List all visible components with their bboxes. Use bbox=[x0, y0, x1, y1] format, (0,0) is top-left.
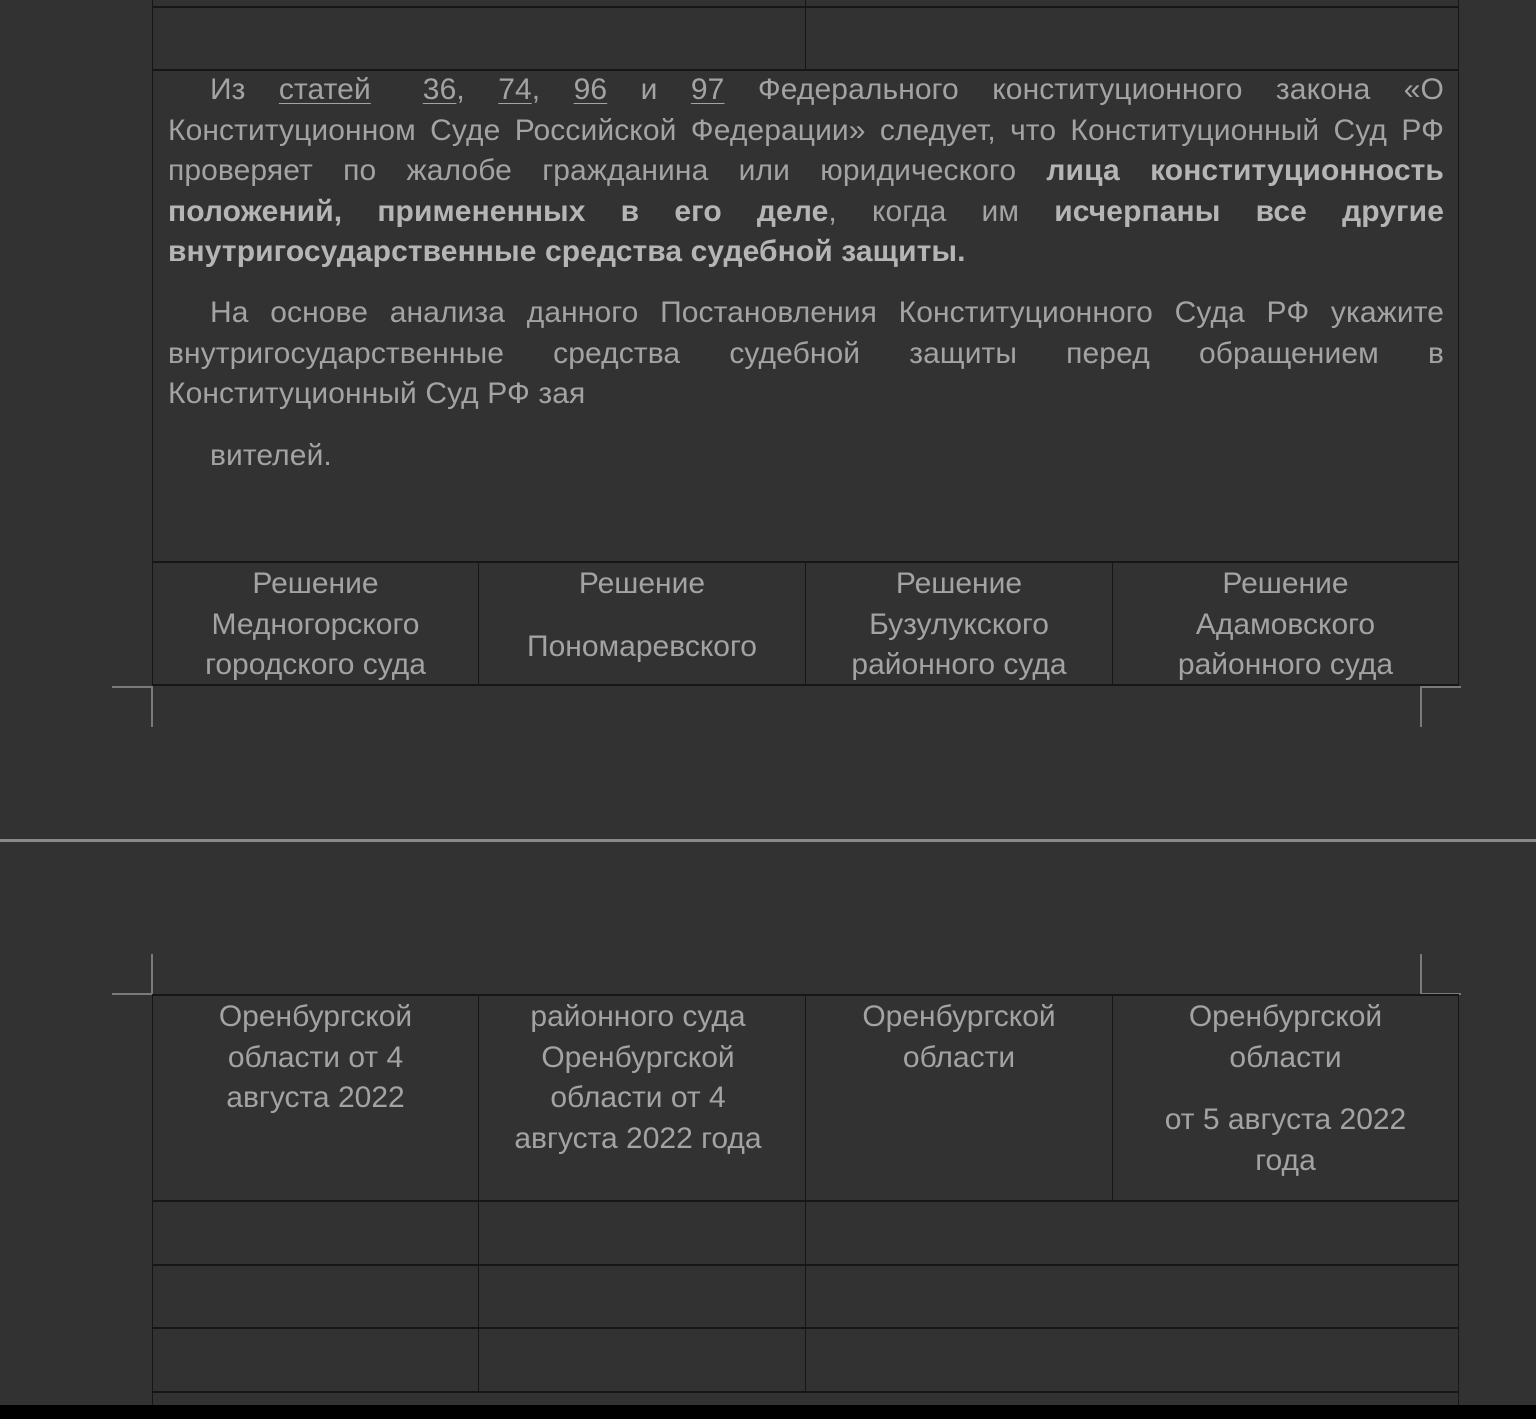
crop-mark bbox=[1420, 686, 1461, 688]
text: и bbox=[607, 73, 691, 106]
link-articles[interactable]: статей bbox=[278, 73, 371, 106]
paragraph-task bbox=[168, 293, 1444, 415]
table-header-cell-ponomarevka[interactable] bbox=[479, 562, 805, 667]
crop-mark bbox=[1420, 686, 1422, 727]
crop-mark bbox=[1420, 954, 1422, 995]
cell-text: Оренбургской bbox=[862, 1000, 1056, 1033]
link-article-36[interactable]: 36 bbox=[422, 73, 457, 106]
cell-text: от 5 августа 2022 bbox=[1164, 1103, 1407, 1136]
cell-text: Решение bbox=[1222, 567, 1349, 600]
cell-text: районного суда bbox=[1177, 648, 1394, 681]
cell-text: Оренбургской bbox=[1188, 1000, 1383, 1033]
paragraph-legal-basis bbox=[168, 70, 1444, 273]
cell-text: Пономаревского bbox=[527, 629, 757, 663]
cell-text: Адамовского bbox=[1195, 607, 1376, 641]
table-cell-ponomarevka-continued[interactable] bbox=[479, 995, 797, 1159]
cell-text: Бузулукского bbox=[869, 607, 1049, 641]
cell-text: городского суда bbox=[205, 648, 426, 681]
empty-table-cell[interactable] bbox=[153, 1329, 478, 1391]
cell-text: августа 2022 года bbox=[514, 1121, 762, 1155]
cell-text: области от 4 bbox=[550, 1081, 726, 1114]
cell-text: августа 2022 bbox=[226, 1081, 405, 1114]
cell-text: Оренбургской bbox=[218, 1000, 413, 1033]
empty-table-cell[interactable] bbox=[153, 1202, 478, 1264]
crop-mark bbox=[112, 686, 153, 688]
crop-mark bbox=[151, 686, 153, 727]
text: , bbox=[456, 73, 499, 106]
cell-text: области bbox=[1229, 1040, 1342, 1074]
bold-text: лица конституционность положений, примененных в его деле bbox=[168, 154, 1444, 228]
link-article-74[interactable]: 74 bbox=[498, 73, 532, 106]
text: , bbox=[531, 73, 574, 106]
cell-text: Медногорского bbox=[211, 607, 420, 641]
cell-text: области bbox=[902, 1040, 1016, 1074]
bold-text: исчерпаны все другие внутригосударственные средства судебной защиты. bbox=[168, 194, 1444, 268]
text: Федерального конституционного закона «О Конституционном Суде Российской Федерации» следует, что Конституционный Суд РФ проверяет по жалобе гражданина или юридического bbox=[168, 73, 1444, 187]
link-gap[interactable] bbox=[371, 73, 423, 106]
cell-text: года bbox=[1255, 1143, 1316, 1177]
empty-table-cell[interactable] bbox=[479, 1329, 805, 1391]
text: Из bbox=[210, 73, 279, 106]
link-article-96[interactable]: 96 bbox=[573, 73, 608, 106]
empty-table-cell[interactable] bbox=[153, 1266, 478, 1327]
table-cell-adamovka-continued[interactable] bbox=[1113, 995, 1458, 1181]
table-cell-mednogorsk-continued[interactable] bbox=[153, 995, 478, 1119]
cell-text: районного суда bbox=[530, 1000, 746, 1033]
table-header-cell-mednogorsk[interactable] bbox=[153, 562, 478, 686]
cell-text: районного суда bbox=[851, 648, 1067, 681]
crop-mark bbox=[112, 993, 153, 995]
empty-table-cell[interactable] bbox=[806, 1202, 1458, 1264]
text: , когда им bbox=[828, 194, 1055, 228]
text: вителей. bbox=[210, 439, 332, 472]
empty-table-cell[interactable] bbox=[806, 1266, 1458, 1327]
cell-text: области от 4 bbox=[227, 1040, 404, 1074]
table-header-cell-adamovka[interactable] bbox=[1113, 562, 1458, 686]
cell-text: Решение bbox=[252, 567, 379, 600]
empty-table-cell[interactable] bbox=[479, 1202, 805, 1264]
table-cell-buzuluk-continued[interactable] bbox=[806, 995, 1112, 1078]
empty-table-cell[interactable] bbox=[806, 8, 1458, 69]
table-border bbox=[1458, 0, 1459, 686]
link-article-97[interactable]: 97 bbox=[690, 73, 725, 106]
empty-table-cell[interactable] bbox=[479, 1266, 805, 1327]
page-break-divider bbox=[0, 839, 1536, 842]
text: На основе анализа данного Постановления Конституционного Суда РФ укажите внутригосударственные средства судебной защиты перед обращением в Конституционный Суд РФ зая bbox=[168, 296, 1444, 410]
cell-text: Оренбургской bbox=[541, 1040, 735, 1074]
crop-mark bbox=[151, 954, 153, 995]
screen-bottom-edge bbox=[0, 1405, 1536, 1419]
paragraph-continuation bbox=[168, 436, 1444, 477]
table-header-cell-buzuluk[interactable] bbox=[806, 562, 1112, 686]
cell-text: Решение bbox=[895, 567, 1023, 600]
cell-text: Решение bbox=[578, 567, 706, 600]
empty-table-cell[interactable] bbox=[153, 8, 805, 69]
empty-table-cell[interactable] bbox=[806, 1329, 1458, 1391]
